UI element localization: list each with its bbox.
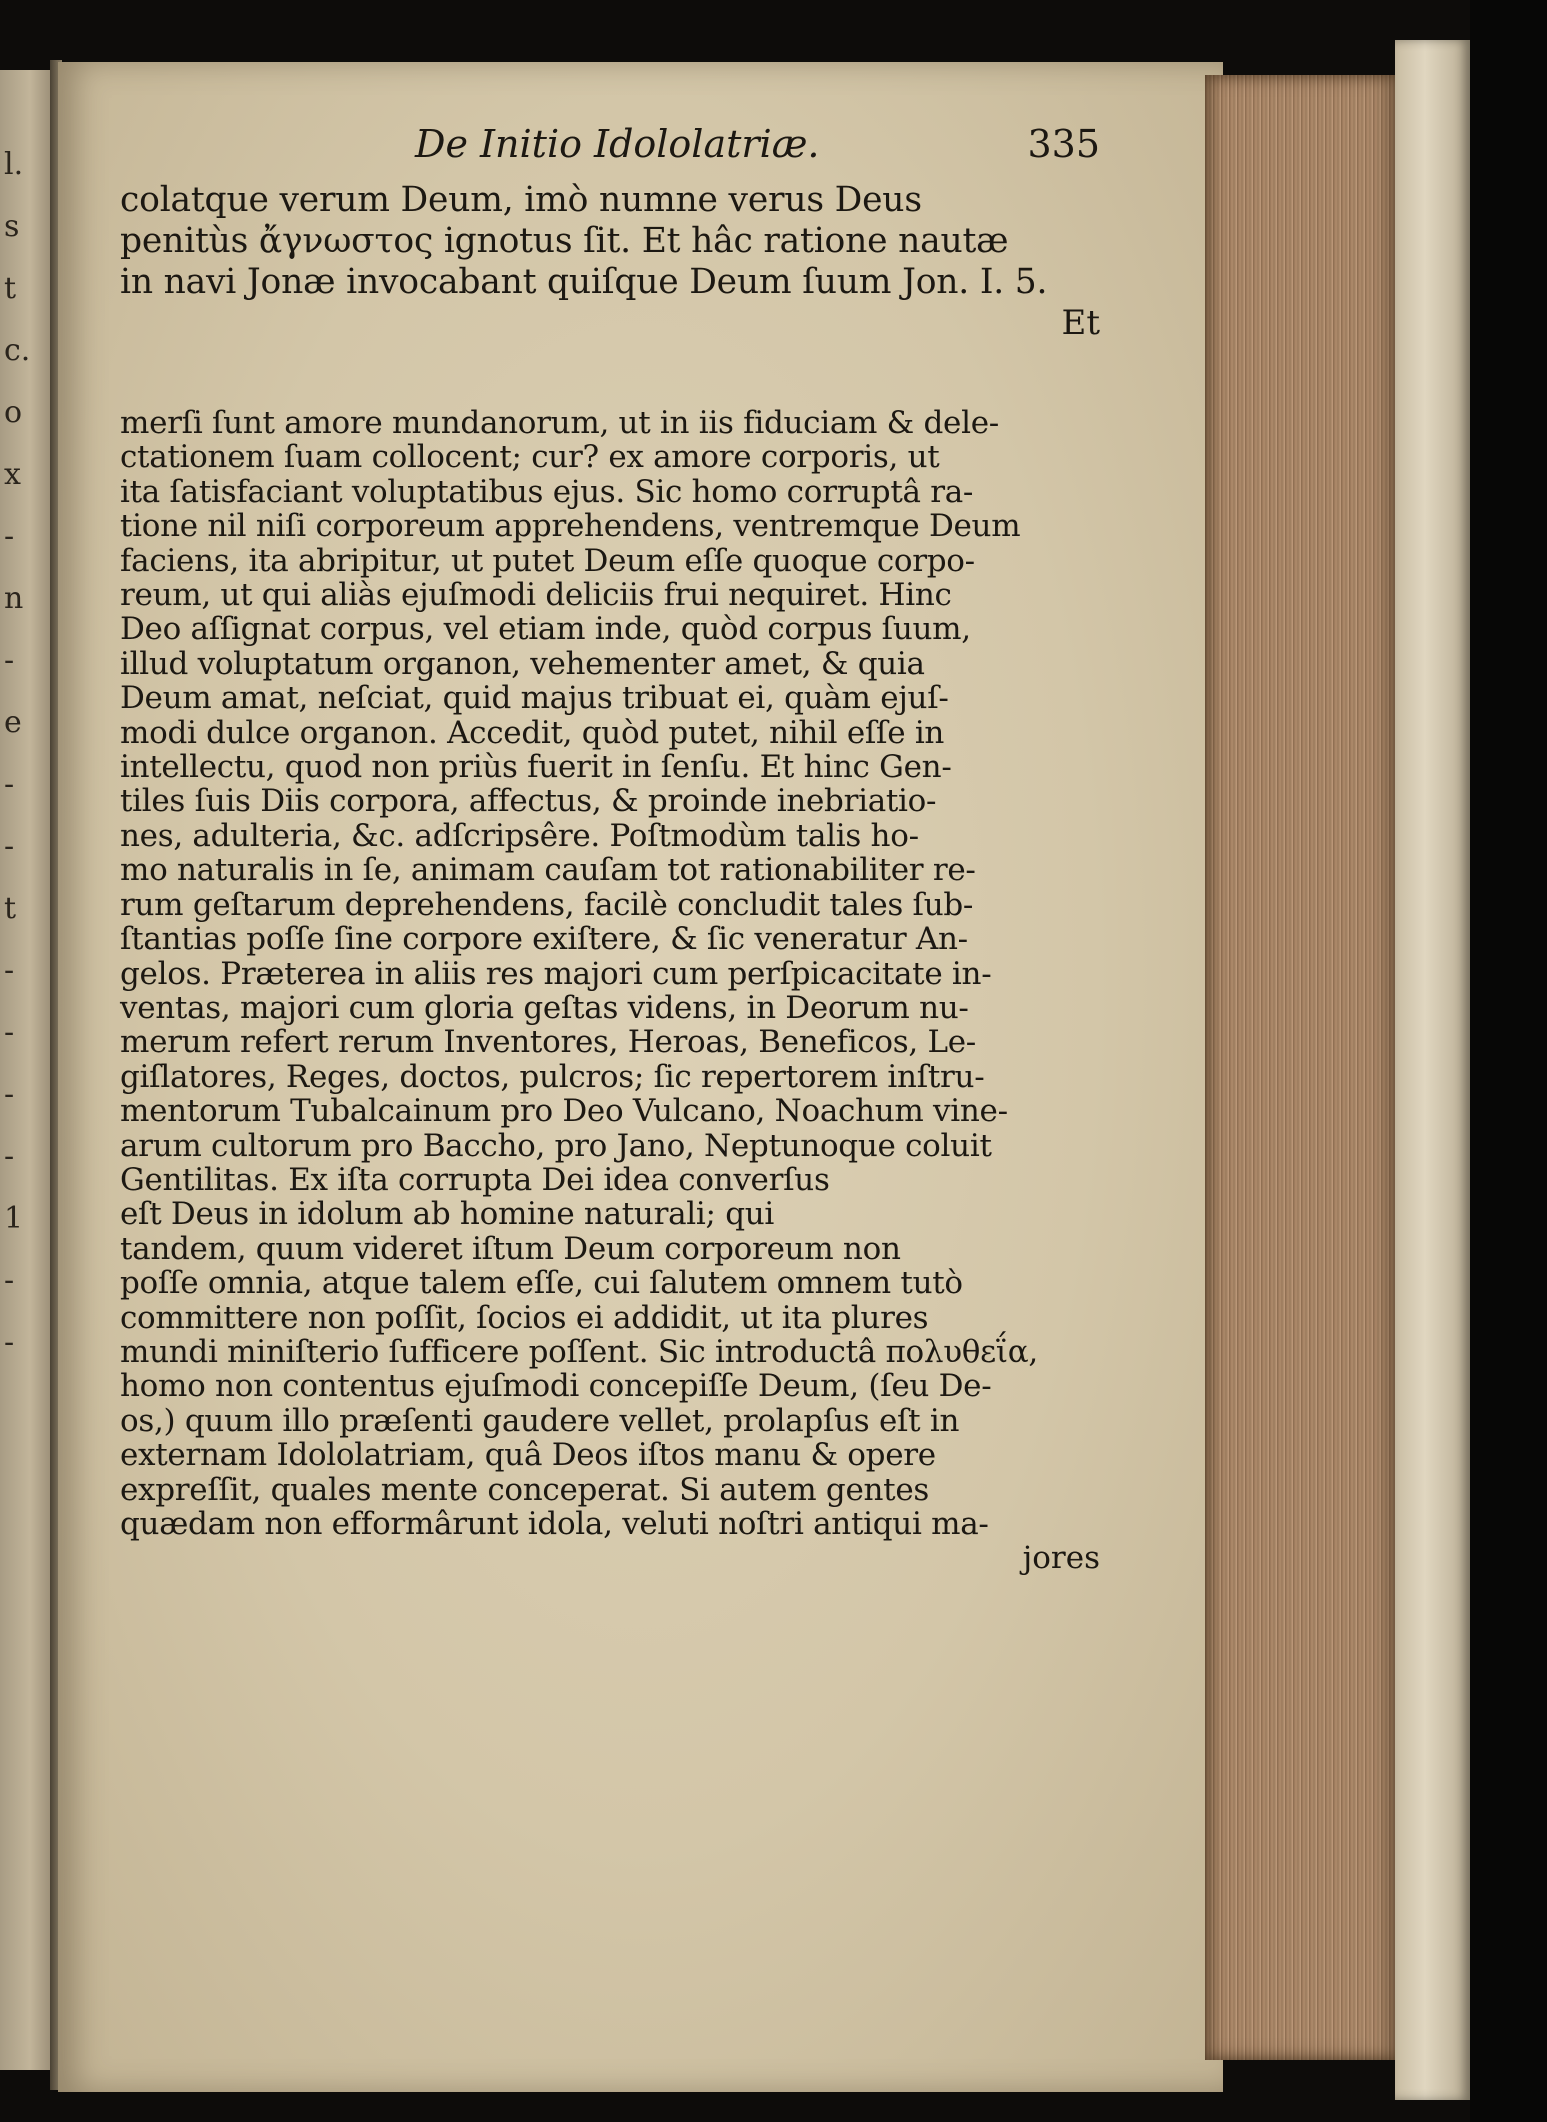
upper-paragraph bbox=[120, 180, 1100, 303]
facing-page-fragment: - bbox=[4, 829, 15, 864]
text-line: expreſſit, quales mente conceperat. Si autem gentes bbox=[120, 1471, 929, 1508]
facing-page-fragment: - bbox=[4, 519, 15, 554]
facing-page-fragment: l. bbox=[4, 147, 24, 182]
facing-page-fragment: - bbox=[4, 1015, 15, 1050]
facing-page-fragment: - bbox=[4, 767, 15, 802]
text-line: penitùs ἄγνωστος ignotus ſit. Et hâc ratione nautæ bbox=[120, 221, 1009, 261]
upper-catchword: Et bbox=[1061, 303, 1100, 343]
text-line: mundi miniſterio ſufficere poſſent. Sic introductâ πολυθεΐα, bbox=[120, 1333, 1038, 1370]
text-line: mentorum Tubalcainum pro Deo Vulcano, Noachum vine- bbox=[120, 1093, 1008, 1130]
background-shadow bbox=[1470, 0, 1547, 2122]
text-line: mo naturalis in ſe, animam cauſam tot rationabiliter re- bbox=[120, 852, 976, 889]
facing-page-fragment: 1 bbox=[4, 1201, 24, 1236]
facing-page-fragment: - bbox=[4, 1325, 15, 1360]
facing-page-fragment: o bbox=[4, 395, 23, 430]
facing-page-fragment: e bbox=[4, 705, 22, 740]
text-line: externam Idololatriam, quâ Deos iſtos manu & opere bbox=[120, 1437, 936, 1474]
text-line: rum geſtarum deprehendens, facilè concludit tales ſub- bbox=[120, 886, 974, 923]
page-edges bbox=[1205, 75, 1400, 2060]
text-line: poſſe omnia, atque talem eſſe, cui ſalutem omnem tutò bbox=[120, 1265, 963, 1302]
text-line: illud voluptatum organon, vehementer amet, & quia bbox=[120, 645, 925, 682]
catchword: jores bbox=[1022, 1540, 1100, 1577]
text-line: committere non poſſit, ſocios ei addidit, ut ita plures bbox=[120, 1299, 929, 1336]
text-line: tandem, quum videret iſtum Deum corporeum non bbox=[120, 1230, 901, 1267]
page-number: 335 bbox=[1027, 122, 1100, 166]
text-line: quædam non efformârunt idola, veluti noſtri antiqui ma- bbox=[120, 1506, 989, 1542]
text-line: Deum amat, neſciat, quid majus tribuat ei, quàm ejuſ- bbox=[120, 680, 949, 717]
facing-page-fragment: - bbox=[4, 953, 15, 988]
facing-page-fragment: n bbox=[4, 581, 24, 616]
bleed-through-gap bbox=[120, 344, 1100, 406]
lower-paragraph bbox=[120, 406, 1100, 1541]
facing-page-edge bbox=[0, 70, 50, 2070]
facing-page-fragment: c. bbox=[4, 333, 31, 368]
text-line: merum refert rerum Inventores, Heroas, Beneficos, Le- bbox=[120, 1024, 976, 1061]
running-title: De Initio Idololatriæ. bbox=[415, 122, 820, 166]
text-line: tione nil niſi corporeum apprehendens, ventremque Deum bbox=[120, 508, 1021, 545]
text-line: ſtantias poſſe ſine corpore exiſtere, & ſic veneratur An- bbox=[120, 921, 968, 958]
text-line: nes, adulteria, &c. adſcripsêre. Poſtmodùm talis ho- bbox=[120, 817, 919, 854]
text-line: ventas, majori cum gloria geſtas videns, in Deorum nu- bbox=[120, 989, 969, 1026]
text-line: in navi Jonæ invocabant quiſque Deum ſuum Jon. I. 5. bbox=[120, 262, 1048, 302]
page-text bbox=[120, 118, 1100, 1575]
text-line: colatque verum Deum, imò numne verus Deus bbox=[120, 180, 922, 220]
facing-page-fragment: s bbox=[4, 209, 20, 244]
text-line: Gentilitas. Ex iſta corrupta Dei idea converſus bbox=[120, 1161, 830, 1198]
text-line: tiles ſuis Diis corpora, affectus, & proinde inebriatio- bbox=[120, 783, 937, 820]
text-line: modi dulce organon. Accedit, quòd putet, nihil eſſe in bbox=[120, 714, 945, 751]
facing-page-fragment: - bbox=[4, 643, 15, 678]
text-line: os,) quum illo præſenti gaudere vellet, prolapſus eſt in bbox=[120, 1402, 960, 1439]
facing-page-fragment: t bbox=[4, 891, 17, 926]
facing-page-fragment: x bbox=[4, 457, 21, 492]
text-line: giſlatores, Reges, doctos, pulcros; ſic repertorem inſtru- bbox=[120, 1058, 985, 1095]
running-header bbox=[120, 118, 1100, 180]
facing-page-fragment: - bbox=[4, 1077, 15, 1112]
text-line: intellectu, quod non priùs fuerit in ſenſu. Et hinc Gen- bbox=[120, 749, 952, 786]
text-line: gelos. Præterea in aliis res majori cum perſpicacitate in- bbox=[120, 955, 992, 992]
facing-page-fragment: t bbox=[4, 271, 17, 306]
text-line: eſt Deus in idolum ab homine naturali; qui bbox=[120, 1196, 775, 1233]
text-line: homo non contentus ejuſmodi concepiſſe Deum, (ſeu De- bbox=[120, 1368, 992, 1405]
book-cover-edge bbox=[1395, 40, 1470, 2100]
text-line: ita ſatisfaciant voluptatibus ejus. Sic homo corruptâ ra- bbox=[120, 473, 974, 510]
text-line: merſi ſunt amore mundanorum, ut in iis fiduciam & dele- bbox=[120, 405, 999, 441]
facing-page-fragment: - bbox=[4, 1263, 15, 1298]
text-line: reum, ut qui aliàs ejuſmodi deliciis frui nequiret. Hinc bbox=[120, 577, 952, 614]
text-line: ctationem ſuam collocent; cur? ex amore corporis, ut bbox=[120, 439, 940, 476]
text-line: faciens, ita abripitur, ut putet Deum eſſe quoque corpo- bbox=[120, 542, 975, 579]
text-line: Deo aſſignat corpus, vel etiam inde, quòd corpus ſuum, bbox=[120, 611, 971, 648]
facing-page-fragment: - bbox=[4, 1139, 15, 1174]
text-line: arum cultorum pro Baccho, pro Jano, Neptunoque coluit bbox=[120, 1127, 992, 1164]
